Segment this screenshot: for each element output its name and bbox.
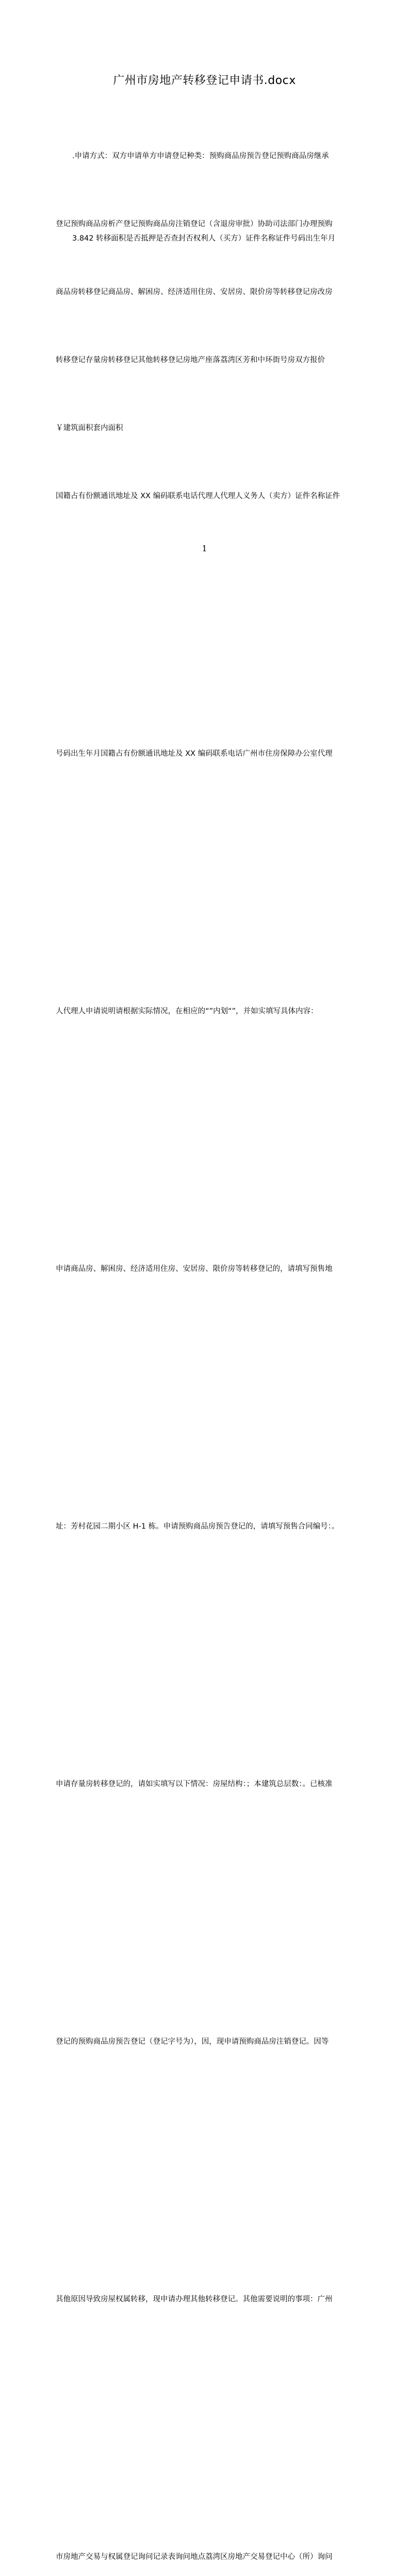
page-number: 1 bbox=[202, 544, 207, 553]
paragraph-line: 申请存量房转移登记的，请如实填写以下情况：房屋结构：；本建筑总层数：。已核准 bbox=[56, 1780, 333, 1788]
paragraph-line: 址：芳村花园二期小区 H-1 栋。申请预购商品房预告登记的，请填写预售合同编号：。 bbox=[56, 1522, 339, 1531]
paragraph-line: 国籍占有份额通讯地址及 XX 编码联系电话代理人代理人义务人（卖方）证件名称证件 bbox=[56, 492, 340, 500]
paragraph-line: 登记预购商品房析产登记预购商品房注销登记（含退房审批）协助司法部门办理预购 bbox=[56, 220, 333, 228]
paragraph-line: 转移登记存量房转移登记其他转移登记房地产座落荔湾区芳和中环街号房双方报价 bbox=[56, 356, 325, 364]
paragraph-line: 市房地产交易与权属登记询问记录表询问地点荔湾区房地产交易登记中心（所）询问 bbox=[56, 2553, 333, 2561]
paragraph-line: .申请方式：双方申请单方申请登记种类：预购商品房预告登记预购商品房继承 bbox=[72, 152, 329, 160]
paragraph-line: 人代理人申请说明请根据实际情况，在相应的“”内划“”，并如实填写具体内容： bbox=[56, 1007, 318, 1015]
paragraph-line: 登记的预购商品房预告登记（登记字号为），因，现申请预购商品房注销登记。因等 bbox=[56, 2038, 329, 2046]
paragraph-line: 3.842 转移面积是否抵押是否查封否权利人（买方）证件名称证件号码出生年月 bbox=[72, 234, 336, 243]
paragraph-line: 其他原因导致房屋权属转移，现申请办理其他转移登记。其他需要说明的事项：广州 bbox=[56, 2295, 333, 2303]
paragraph-line: 商品房转移登记商品房、解困房、经济适用住房、安居房、限价房等转移登记房改房 bbox=[56, 288, 333, 296]
document-title: 广州市房地产转移登记申请书.docx bbox=[113, 74, 296, 87]
paragraph-line: ￥建筑面积套内面积 bbox=[56, 424, 123, 432]
paragraph-line: 号码出生年月国籍占有份额通讯地址及 XX 编码联系电话广州市住房保障办公室代理 bbox=[56, 750, 333, 758]
paragraph-transfer-details bbox=[56, 232, 360, 2561]
paragraph-line: 申请商品房、解困房、经济适用住房、安居房、限价房等转移登记的，请填写预售地 bbox=[56, 1265, 333, 1273]
